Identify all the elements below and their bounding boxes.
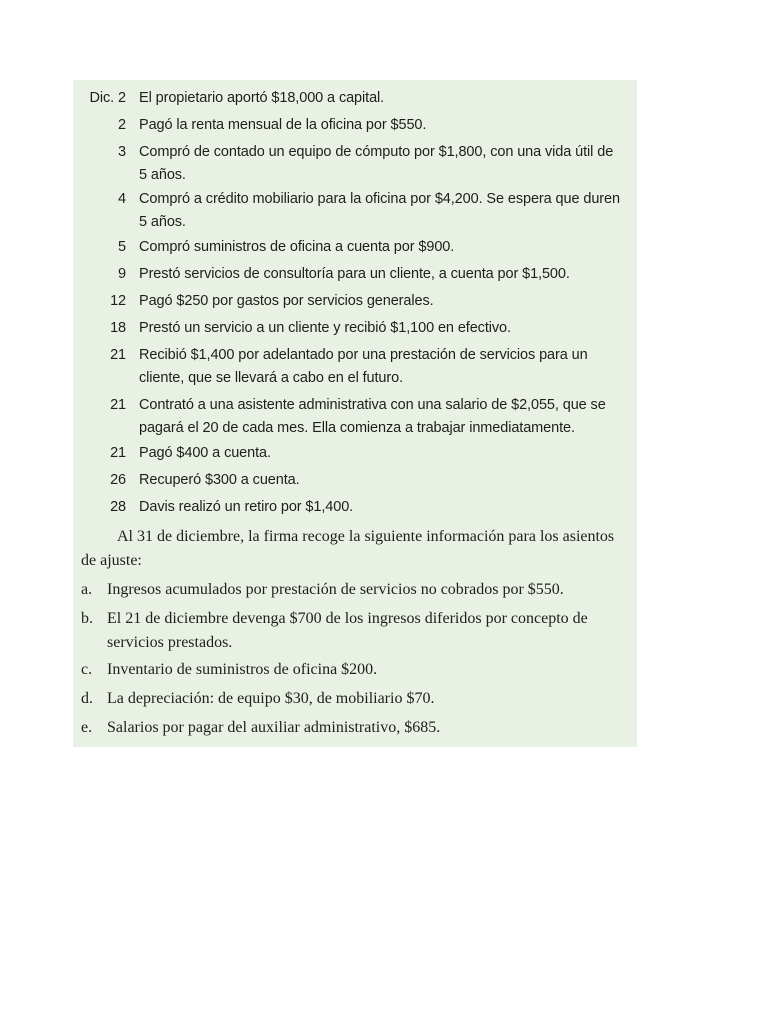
transaction-text: Davis realizó un retiro por $1,400. — [139, 499, 354, 515]
transaction-text: Pagó $250 por gastos por servicios generales. — [139, 293, 434, 309]
adjustment-letter: c. — [81, 661, 93, 678]
transaction-date: 9 — [118, 266, 126, 282]
transaction-text: Recibió $1,400 por adelantado por una prestación de servicios para un cliente, que se llevará a cabo en el futuro. — [139, 347, 588, 386]
transaction-text: Compró de contado un equipo de cómputo por $1,800, con una vida útil de 5 años. — [139, 144, 614, 183]
adjustment-text: Ingresos acumulados por prestación de servicios no cobrados por $550. — [107, 581, 564, 598]
transaction-date: 26 — [110, 472, 126, 488]
transaction-text: Pagó $400 a cuenta. — [139, 445, 271, 461]
transaction-text: Compró suministros de oficina a cuenta por $900. — [139, 239, 455, 255]
adjustment-letter: e. — [81, 719, 93, 736]
transaction-text: El propietario aportó $18,000 a capital. — [139, 90, 385, 106]
adjustment-text: Salarios por pagar del auxiliar administrativo, $685. — [107, 719, 441, 736]
transaction-text: Recuperó $300 a cuenta. — [139, 472, 300, 488]
adjustment-text: Inventario de suministros de oficina $200. — [107, 661, 378, 678]
transaction-text: Prestó un servicio a un cliente y recibió $1,100 en efectivo. — [139, 320, 511, 336]
adjustment-letter: b. — [81, 610, 93, 627]
transaction-date: 21 — [110, 347, 126, 363]
adjustment-text: El 21 de diciembre devenga $700 de los ingresos diferidos por concepto de servicios prestados. — [107, 610, 588, 651]
adjustments-intro: Al 31 de diciembre, la firma recoge la siguiente información para los asientos de ajuste: — [81, 528, 615, 569]
transaction-date: 4 — [118, 191, 126, 207]
transaction-date: 2 — [118, 117, 126, 133]
adjustment-letter: a. — [81, 581, 93, 598]
transaction-date: 21 — [110, 397, 126, 413]
transaction-text: Pagó la renta mensual de la oficina por $550. — [139, 117, 427, 133]
transaction-date: 18 — [110, 320, 126, 336]
transaction-date: 12 — [110, 293, 126, 309]
transaction-text: Compró a crédito mobiliario para la oficina por $4,200. Se espera que duren 5 años. — [139, 191, 620, 230]
adjustment-text: La depreciación: de equipo $30, de mobiliario $70. — [107, 690, 435, 707]
transaction-date: 21 — [110, 445, 126, 461]
transaction-date: 3 — [118, 144, 126, 160]
transaction-date: 28 — [110, 499, 126, 515]
adjustment-letter: d. — [81, 690, 93, 707]
transaction-date: Dic. 2 — [89, 90, 126, 106]
exercise-panel — [73, 80, 637, 747]
transaction-text: Contrató a una asistente administrativa con una salario de $2,055, que se pagará el 20 de cada mes. Ella comienza a trabajar inmediatamente. — [139, 397, 606, 436]
transaction-date: 5 — [118, 239, 126, 255]
transaction-text: Prestó servicios de consultoría para un cliente, a cuenta por $1,500. — [139, 266, 570, 282]
